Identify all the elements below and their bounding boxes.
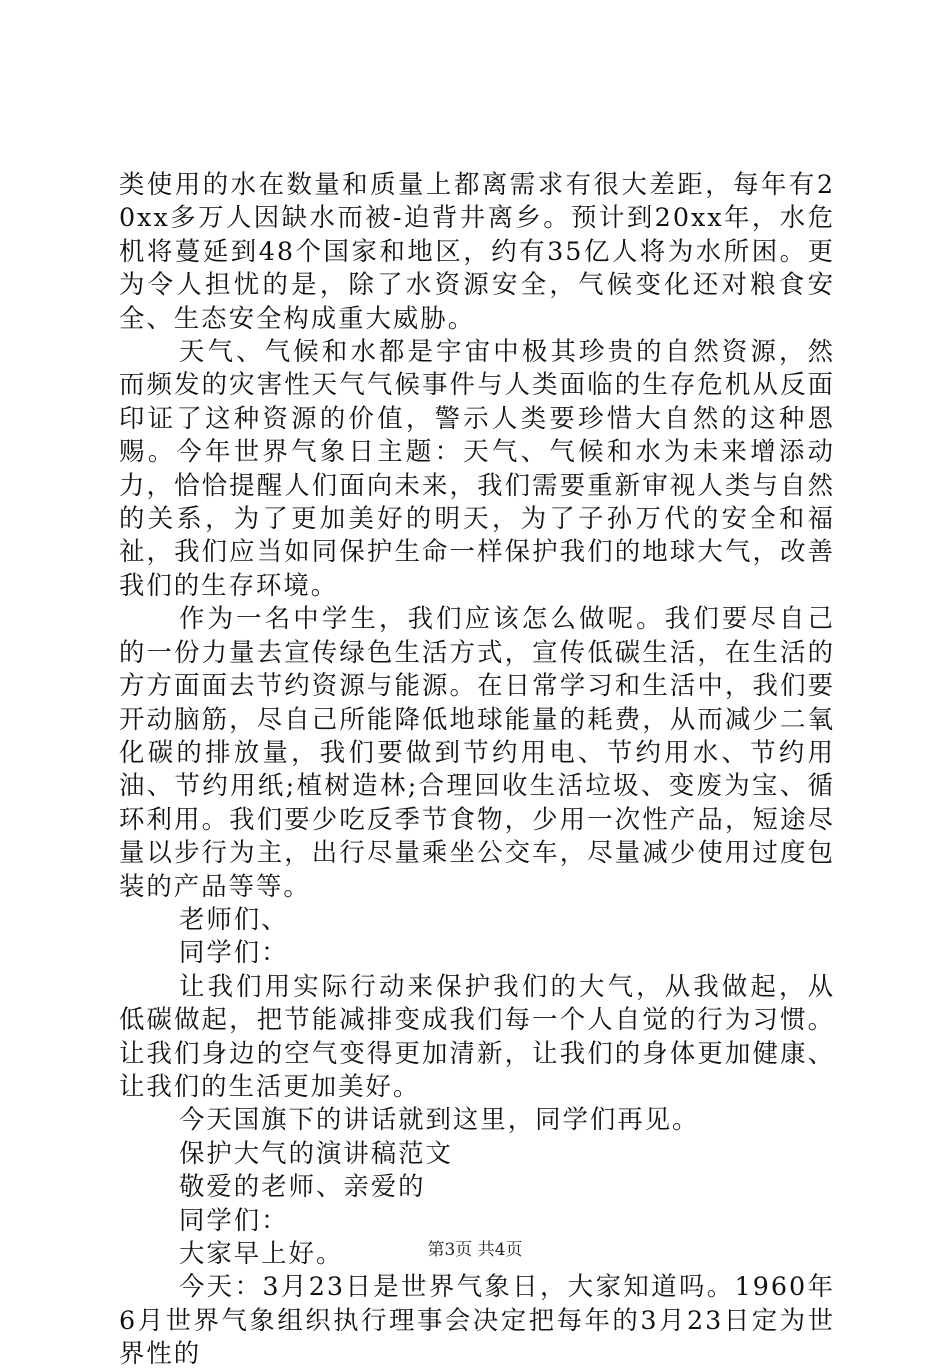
paragraph: 保护大气的演讲稿范文 xyxy=(179,1137,453,1168)
paragraph: 敬爱的老师、亲爱的 xyxy=(179,1171,426,1202)
document-body xyxy=(119,168,835,1371)
paragraph: 作为一名中学生，我们应该怎么做呢。我们要尽自己的一份力量去宣传绿色生活方式，宣传低碳生活，在生活的方方面面去节约资源与能源。在日常学习和生活中，我们要开动脑筋，尽自己所能降低地球能量的耗费，从而减少二氧化碳的排放量，我们要做到节约用电、节约用水、节约用油、节约用纸;植树造林;合理回收生活垃圾、变废为宝、循环利用。我们要少吃反季节食物，少用一次性产品，短途尽量以步行为主，出行尽量乘坐公交车，尽量减少使用过度包装的产品等等。 xyxy=(119,603,835,901)
paragraph: 老师们、 xyxy=(179,903,289,934)
paragraph: 今天：3月23日是世界气象日，大家知道吗。1960年6月世界气象组织执行理事会决定把每年的3月23日定为世界性的 xyxy=(119,1271,835,1369)
paragraph: 同学们： xyxy=(179,1204,289,1235)
paragraph: 大家早上好。 xyxy=(179,1238,344,1268)
paragraph: 同学们： xyxy=(179,937,289,968)
paragraph: 让我们用实际行动来保护我们的大气，从我做起，从低碳做起，把节能减排变成我们每一个人自觉的行为习惯。让我们身边的空气变得更加清新，让我们的身体更加健康、让我们的生活更加美好。 xyxy=(119,970,835,1101)
paragraph: 天气、气候和水都是宇宙中极其珍贵的自然资源，然而频发的灾害性天气气候事件与人类面临的生存危机从反面印证了这种资源的价值，警示人类要珍惜大自然的这种恩赐。今年世界气象日主题：天气、气候和水为未来增添动力，恰恰提醒人们面向未来，我们需要重新审视人类与自然的关系，为了更加美好的明天，为了子孙万代的安全和福祉，我们应当如同保护生命一样保护我们的地球大气，改善我们的生存环境。 xyxy=(119,336,835,600)
paragraph: 类使用的水在数量和质量上都离需求有很大差距，每年有20xx多万人因缺水而被-迫背井离乡。预计到20xx年，水危机将蔓延到48个国家和地区，约有35亿人将为水所困。更为令人担忧的是，除了水资源安全，气候变化还对粮食安全、生态安全构成重大威胁。 xyxy=(119,169,835,333)
paragraph: 今天国旗下的讲话就到这里，同学们再见。 xyxy=(179,1104,700,1135)
page-footer: 第3页 共4页 xyxy=(427,1240,523,1260)
